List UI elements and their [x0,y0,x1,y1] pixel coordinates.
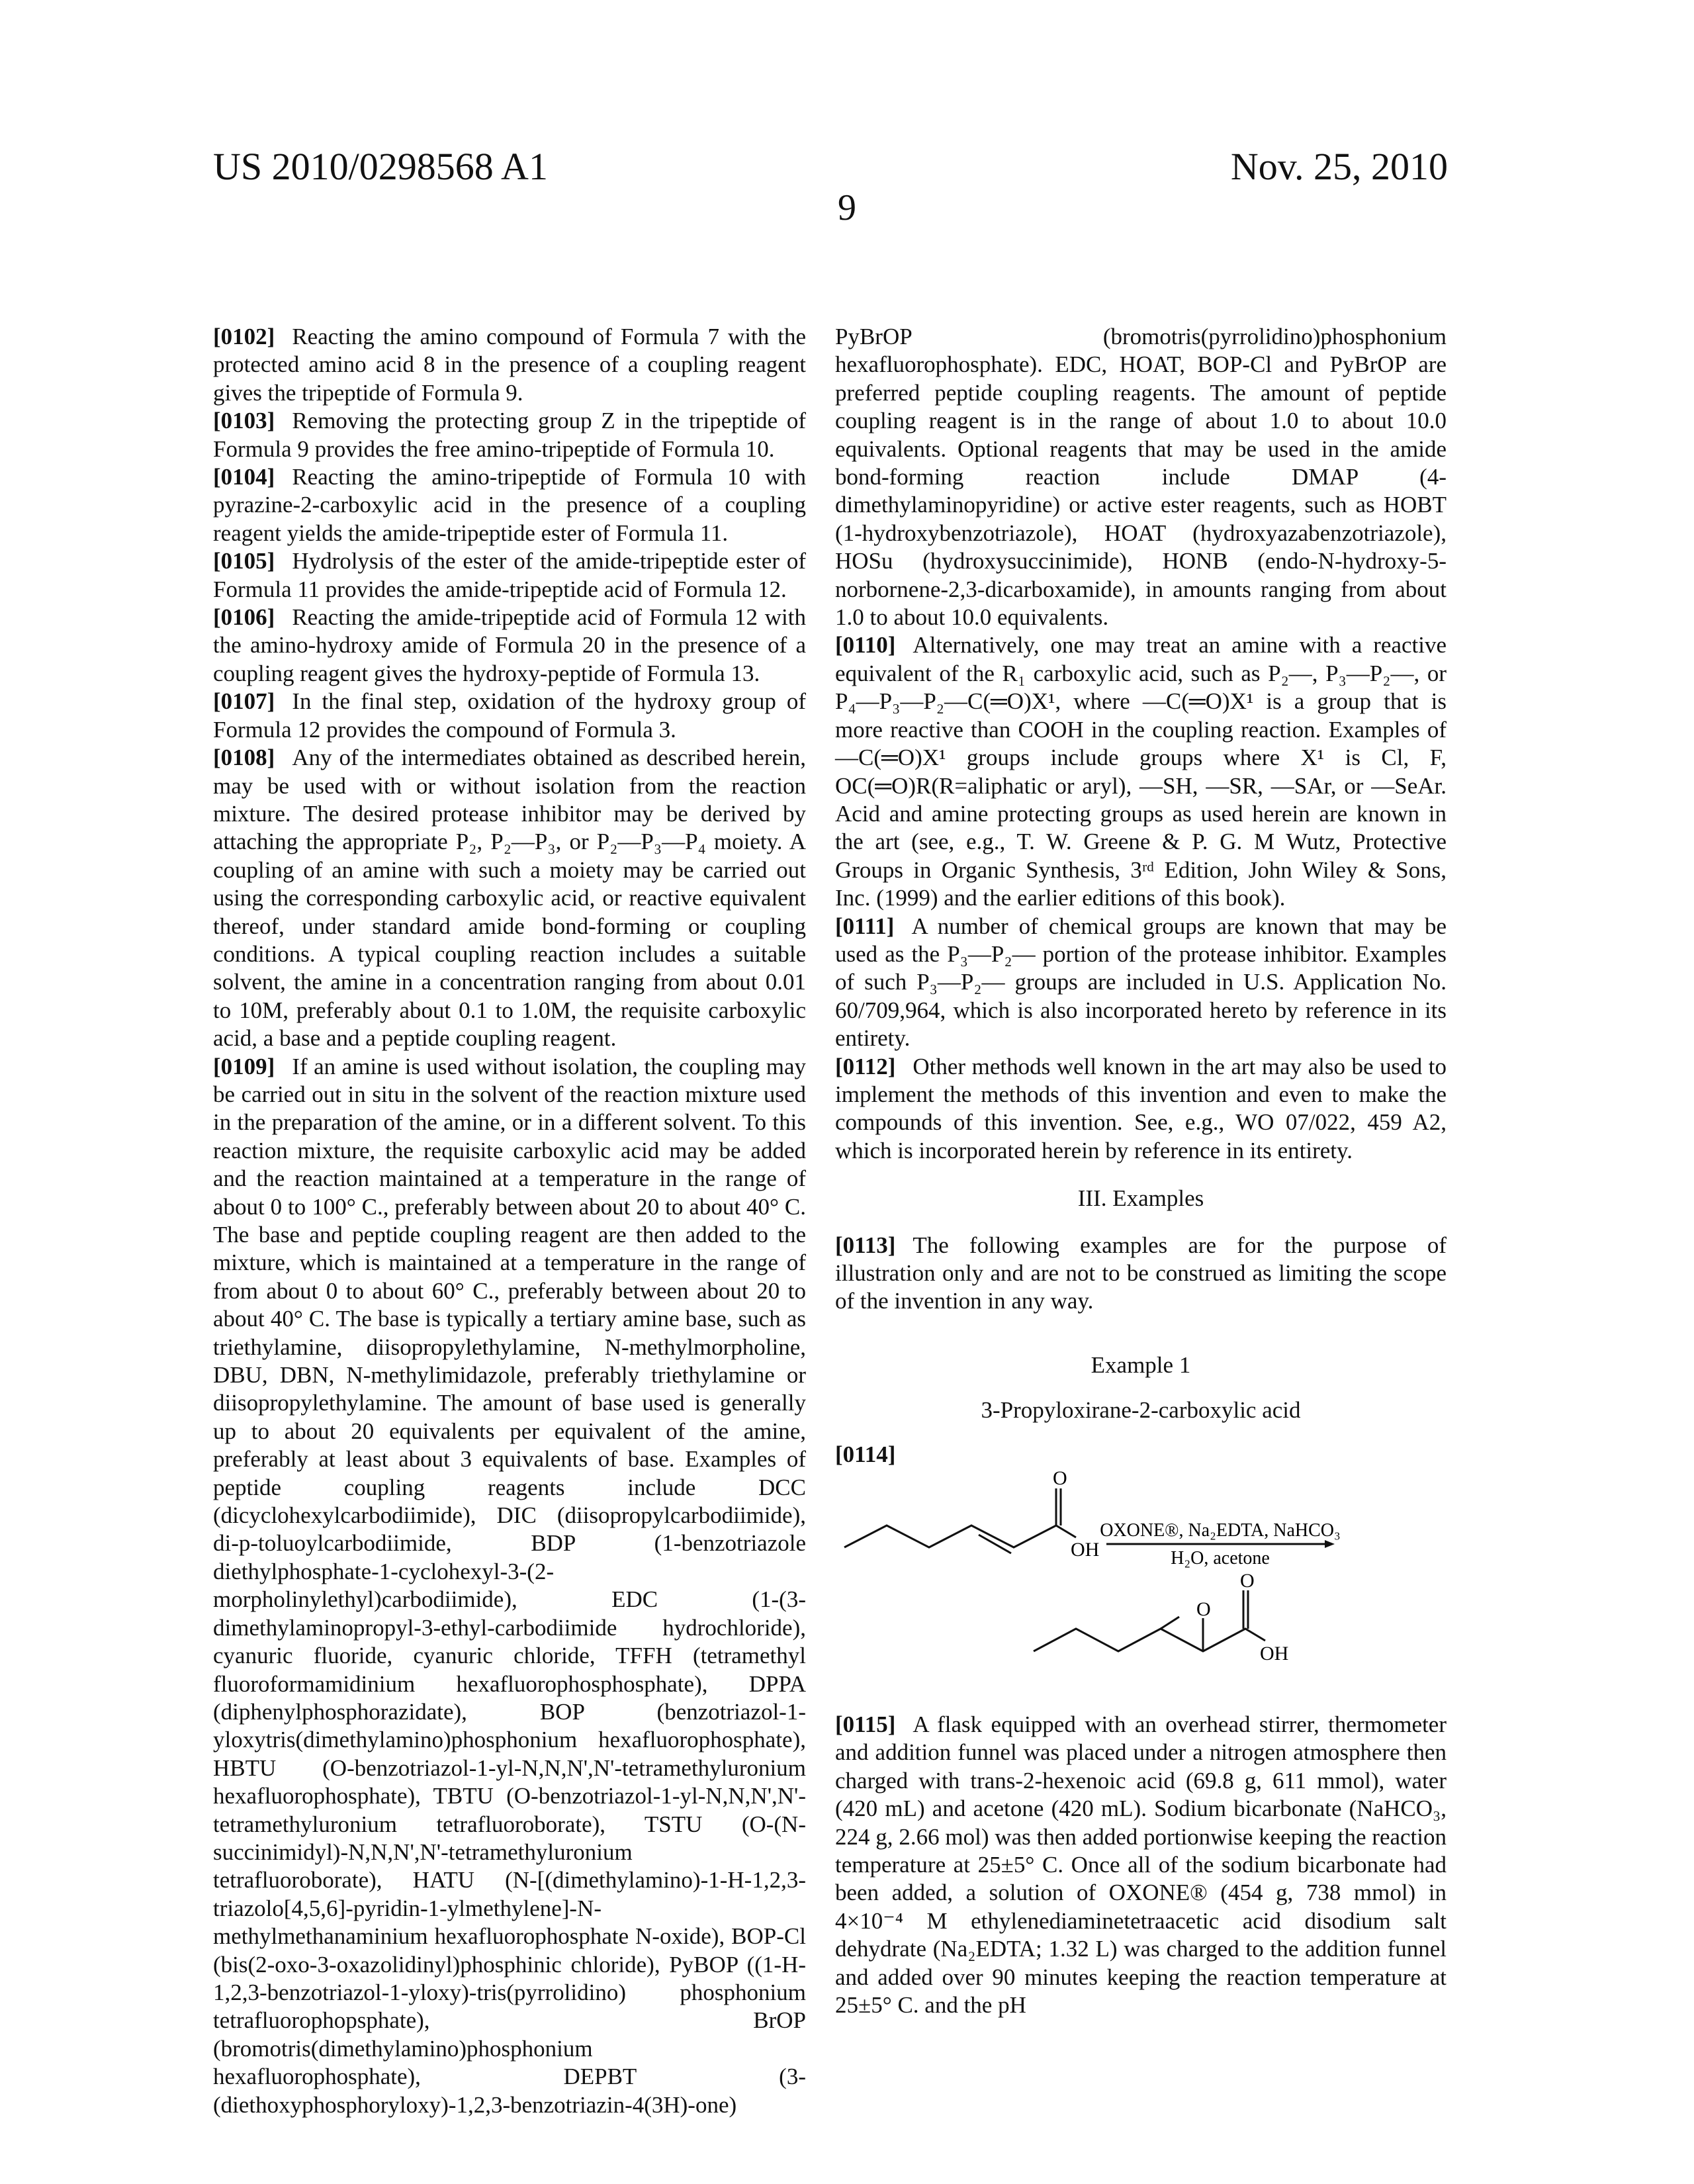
publication-number: US 2010/0298568 A1 [213,144,548,189]
paragraph-number: [0113] [835,1232,895,1258]
paragraph-number: [0110] [835,632,895,658]
paragraph-0112 [835,1053,1447,1165]
paragraph-text: Reacting the amino-tripeptide of Formula 10 with pyrazine-2-carboxylic acid in the presence of a coupling reagent yields the amide-tripeptide ester of Formula 11. [213,464,806,546]
paragraph-number: [0108] [213,745,275,770]
paragraph-number: [0107] [213,688,275,714]
paragraph-number: [0103] [213,408,275,433]
paragraph-0104 [213,463,806,547]
publication-date: Nov. 25, 2010 [1231,144,1448,189]
paragraph-number: [0114] [835,1441,895,1467]
reagents-top: OXONE®, Na₂EDTA, NaHCO₃ [1100,1520,1341,1541]
hydroxyl-label: OH [1071,1539,1099,1561]
page-number: 9 [0,187,1694,229]
left-column [213,323,806,2119]
paragraph-text: Reacting the amide-tripeptide acid of Formula 12 with the amino-hydroxy amide of Formula 20 in the presence of a coupling reagent gives the hydroxy-peptide of Formula 13. [213,604,806,686]
paragraph-text: Alternatively, one may treat an amine with a reactive equivalent of the R₁ carboxylic acid, such as P₂—, P₃—P₂—, or P₄—P₃—P₂—C(═O)X¹, where —C(═O)X¹ is a group that is more reactive than COOH in the coupling reaction. Examples of —C(═O)X¹ groups include groups where X¹ is Cl, F, OC(═O)R(R=aliphatic or aryl), —SH, —SR, —SAr, or —SeAr. Acid and amine protecting groups as used herein are known in the art (see, e.g., T. W. Greene & P. G. M Wutz, Protective Groups in Organic Synthesis, 3ʳᵈ Edition, John Wiley & Sons, Inc. (1999) and the earlier editions of this book). [835,632,1447,911]
3-propyloxirane-2-carboxylic-acid-structure [1034,1590,1265,1651]
arrowhead [1325,1540,1335,1548]
paragraph-0114 [835,1441,1447,1469]
paragraph-0111 [835,913,1447,1053]
right-column [835,323,1447,2020]
carbonyl-oxygen-label: O [1053,1471,1067,1489]
paragraph-0109-continued: PyBrOP (bromotris(pyrrolidino)phosphonium hexafluorophosphate). EDC, HOAT, BOP-Cl and PyBrOP are preferred peptide coupling reagents. The amount of peptide coupling reagent is in the range of about 1.0 to about 10.0 equivalents. Optional reagents that may be used in the amide bond-forming reaction include DMAP (4-dimethylaminopyridine) or active ester reagents, such as HOBT (1-hydroxybenzotriazole), HOAT (hydroxyazabenzotriazole), HOSu (hydroxysuccinimide), HONB (endo-N-hydroxy-5-norbornene-2,3-dicarboxamide), in amounts ranging from about 1.0 to about 10.0 equivalents. [835,323,1447,631]
paragraph-number: [0112] [835,1054,895,1079]
paragraph-number: [0104] [213,464,275,490]
reaction-scheme [835,1471,1447,1690]
paragraph-0115 [835,1711,1447,2019]
paragraph-number: [0105] [213,548,275,574]
paragraph-text: Other methods well known in the art may also be used to implement the methods of this invention and even to make the compounds of this invention. See, e.g., WO 07/022, 459 A2, which is incorporated herein by reference in its entirety. [835,1054,1447,1163]
trans-2-hexenoic-acid-structure [844,1488,1076,1553]
paragraph-number: [0111] [835,913,894,939]
paragraph-text: A number of chemical groups are known that may be used as the P₃—P₂— portion of the protease inhibitor. Examples of such P₃—P₂— groups are included in U.S. Application No. 60/709,964, which is also incorporated hereto by reference in its entirety. [835,913,1447,1052]
epoxide-oxygen-label: O [1196,1598,1211,1620]
paragraph-text: If an amine is used without isolation, the coupling may be carried out in situ in the solvent of the reaction mixture used in the preparation of the amine, or in a different solvent. To this reaction mixture, the requisite carboxylic acid may be added and the reaction maintained at a temperature in the range of about 0 to 100° C., preferably between about 20 to about 40° C. The base and peptide coupling reagent are then added to the mixture, which is maintained at a temperature in the range of from about 0 to about 60° C., preferably between about 20 to about 40° C. The base is typically a tertiary amine base, such as triethylamine, diisopropylethylamine, N-methylmorpholine, DBU, DBN, N-methylimidazole, preferably triethylamine or diisopropylethylamine. The amount of base used is generally up to about 20 equivalents per equivalent of the amine, preferably at least about 3 equivalents of base. Examples of peptide coupling reagents include DCC (dicyclohexylcarbodiimide), DIC (diisopropylcarbodiimide), di-p-toluoylcarbodiimide, BDP (1-benzotriazole diethylphosphate-1-cyclohexyl-3-(2-morpholinylethyl)carbodiimide), EDC (1-(3-dimethylaminopropyl-3-ethyl-carbodiimide hydrochloride), cyanuric fluoride, cyanuric chloride, TFFH (tetramethyl fluoroformamidinium hexafluorophosphosphate), DPPA (diphenylphosphorazidate), BOP (benzotriazol-1-yloxytris(dimethylamino)phosphonium hexafluorophosphate), HBTU (O-benzotriazol-1-yl-N,N,N',N'-tetramethyluronium hexafluorophosphate), TBTU (O-benzotriazol-1-yl-N,N,N',N'-tetramethyluronium tetrafluoroborate), TSTU (O-(N-succinimidyl)-N,N,N',N'-tetramethyluronium tetrafluoroborate), HATU (N-[(dimethylamino)-1-H-1,2,3-triazolo[4,5,6]-pyridin-1-ylmethylene]-N-methylmethanaminium hexafluorophosphate N-oxide), BOP-Cl (bis(2-oxo-3-oxazolidinyl)phosphinic chloride), PyBOP ((1-H-1,2,3-benzotriazol-1-yloxy)-tris(pyrrolidino) phosphonium tetrafluorophopsphate), BrOP (bromotris(dimethylamino)phosphonium hexafluorophosphate), DEPBT (3-(diethoxyphosphoryloxy)-1,2,3-benzotriazin-4(3H)-one) [213,1054,806,2118]
paragraph-0110 [835,631,1447,912]
paragraph-0102 [213,323,806,407]
paragraph-0103 [213,407,806,463]
paragraph-text: In the final step, oxidation of the hydroxy group of Formula 12 provides the compound of Formula 3. [213,688,806,742]
example-heading: Example 1 [835,1351,1447,1379]
hydroxyl-label: OH [1260,1643,1288,1664]
paragraph-number: [0115] [835,1711,895,1737]
carbonyl-oxygen-label: O [1240,1570,1255,1592]
paragraph-text: Any of the intermediates obtained as described herein, may be used with or without isolation from the reaction mixture. The desired protease inhibitor may be derived by attaching the appropriate P₂, P₂—P₃, or P₂—P₃—P₄ moiety. A coupling of an amine with such a moiety may be carried out using the corresponding carboxylic acid, or reactive equivalent thereof, under standard amide bond-forming or coupling conditions. A typical coupling reaction includes a suitable solvent, the amine in a concentration ranging from about 0.01 to 10M, preferably about 0.1 to 1.0M, the requisite carboxylic acid, a base and a peptide coupling reagent. [213,745,806,1051]
paragraph-0105 [213,547,806,604]
paragraph-number: [0106] [213,604,275,630]
paragraph-0113 [835,1232,1447,1316]
example-title: 3-Propyloxirane-2-carboxylic acid [835,1396,1447,1424]
paragraph-text: Removing the protecting group Z in the tripeptide of Formula 9 provides the free amino-tripeptide of Formula 10. [213,408,806,461]
paragraph-text: Reacting the amino compound of Formula 7 with the protected amino acid 8 in the presence of a coupling reagent gives the tripeptide of Formula 9. [213,324,806,406]
paragraph-0108 [213,744,806,1052]
paragraph-text: Hydrolysis of the ester of the amide-tripeptide ester of Formula 11 provides the amide-tripeptide acid of Formula 12. [213,548,806,602]
paragraph-0107 [213,688,806,744]
section-heading: III. Examples [835,1185,1447,1212]
reagents-bottom: H₂O, acetone [1171,1548,1270,1569]
paragraph-0109 [213,1053,806,2119]
paragraph-0106 [213,604,806,688]
paragraph-number: [0102] [213,324,275,349]
paragraph-text: The following examples are for the purpose of illustration only and are not to be construed as limiting the scope of the invention in any way. [835,1232,1447,1314]
paragraph-text: A flask equipped with an overhead stirrer, thermometer and addition funnel was placed under a nitrogen atmosphere then charged with trans-2-hexenoic acid (69.8 g, 611 mmol), water (420 mL) and acetone (420 mL). Sodium bicarbonate (NaHCO₃, 224 g, 2.66 mol) was then added portionwise keeping the reaction temperature at 25±5° C. Once all of the sodium bicarbonate had been added, a solution of OXONE® (454 g, 738 mmol) in 4×10⁻⁴ M ethylenediaminetetraacetic acid disodium salt dehydrate (Na₂EDTA; 1.32 L) was charged to the addition funnel and added over 90 minutes keeping the reaction temperature at 25±5° C. and the pH [835,1711,1447,2018]
paragraph-number: [0109] [213,1054,275,1079]
